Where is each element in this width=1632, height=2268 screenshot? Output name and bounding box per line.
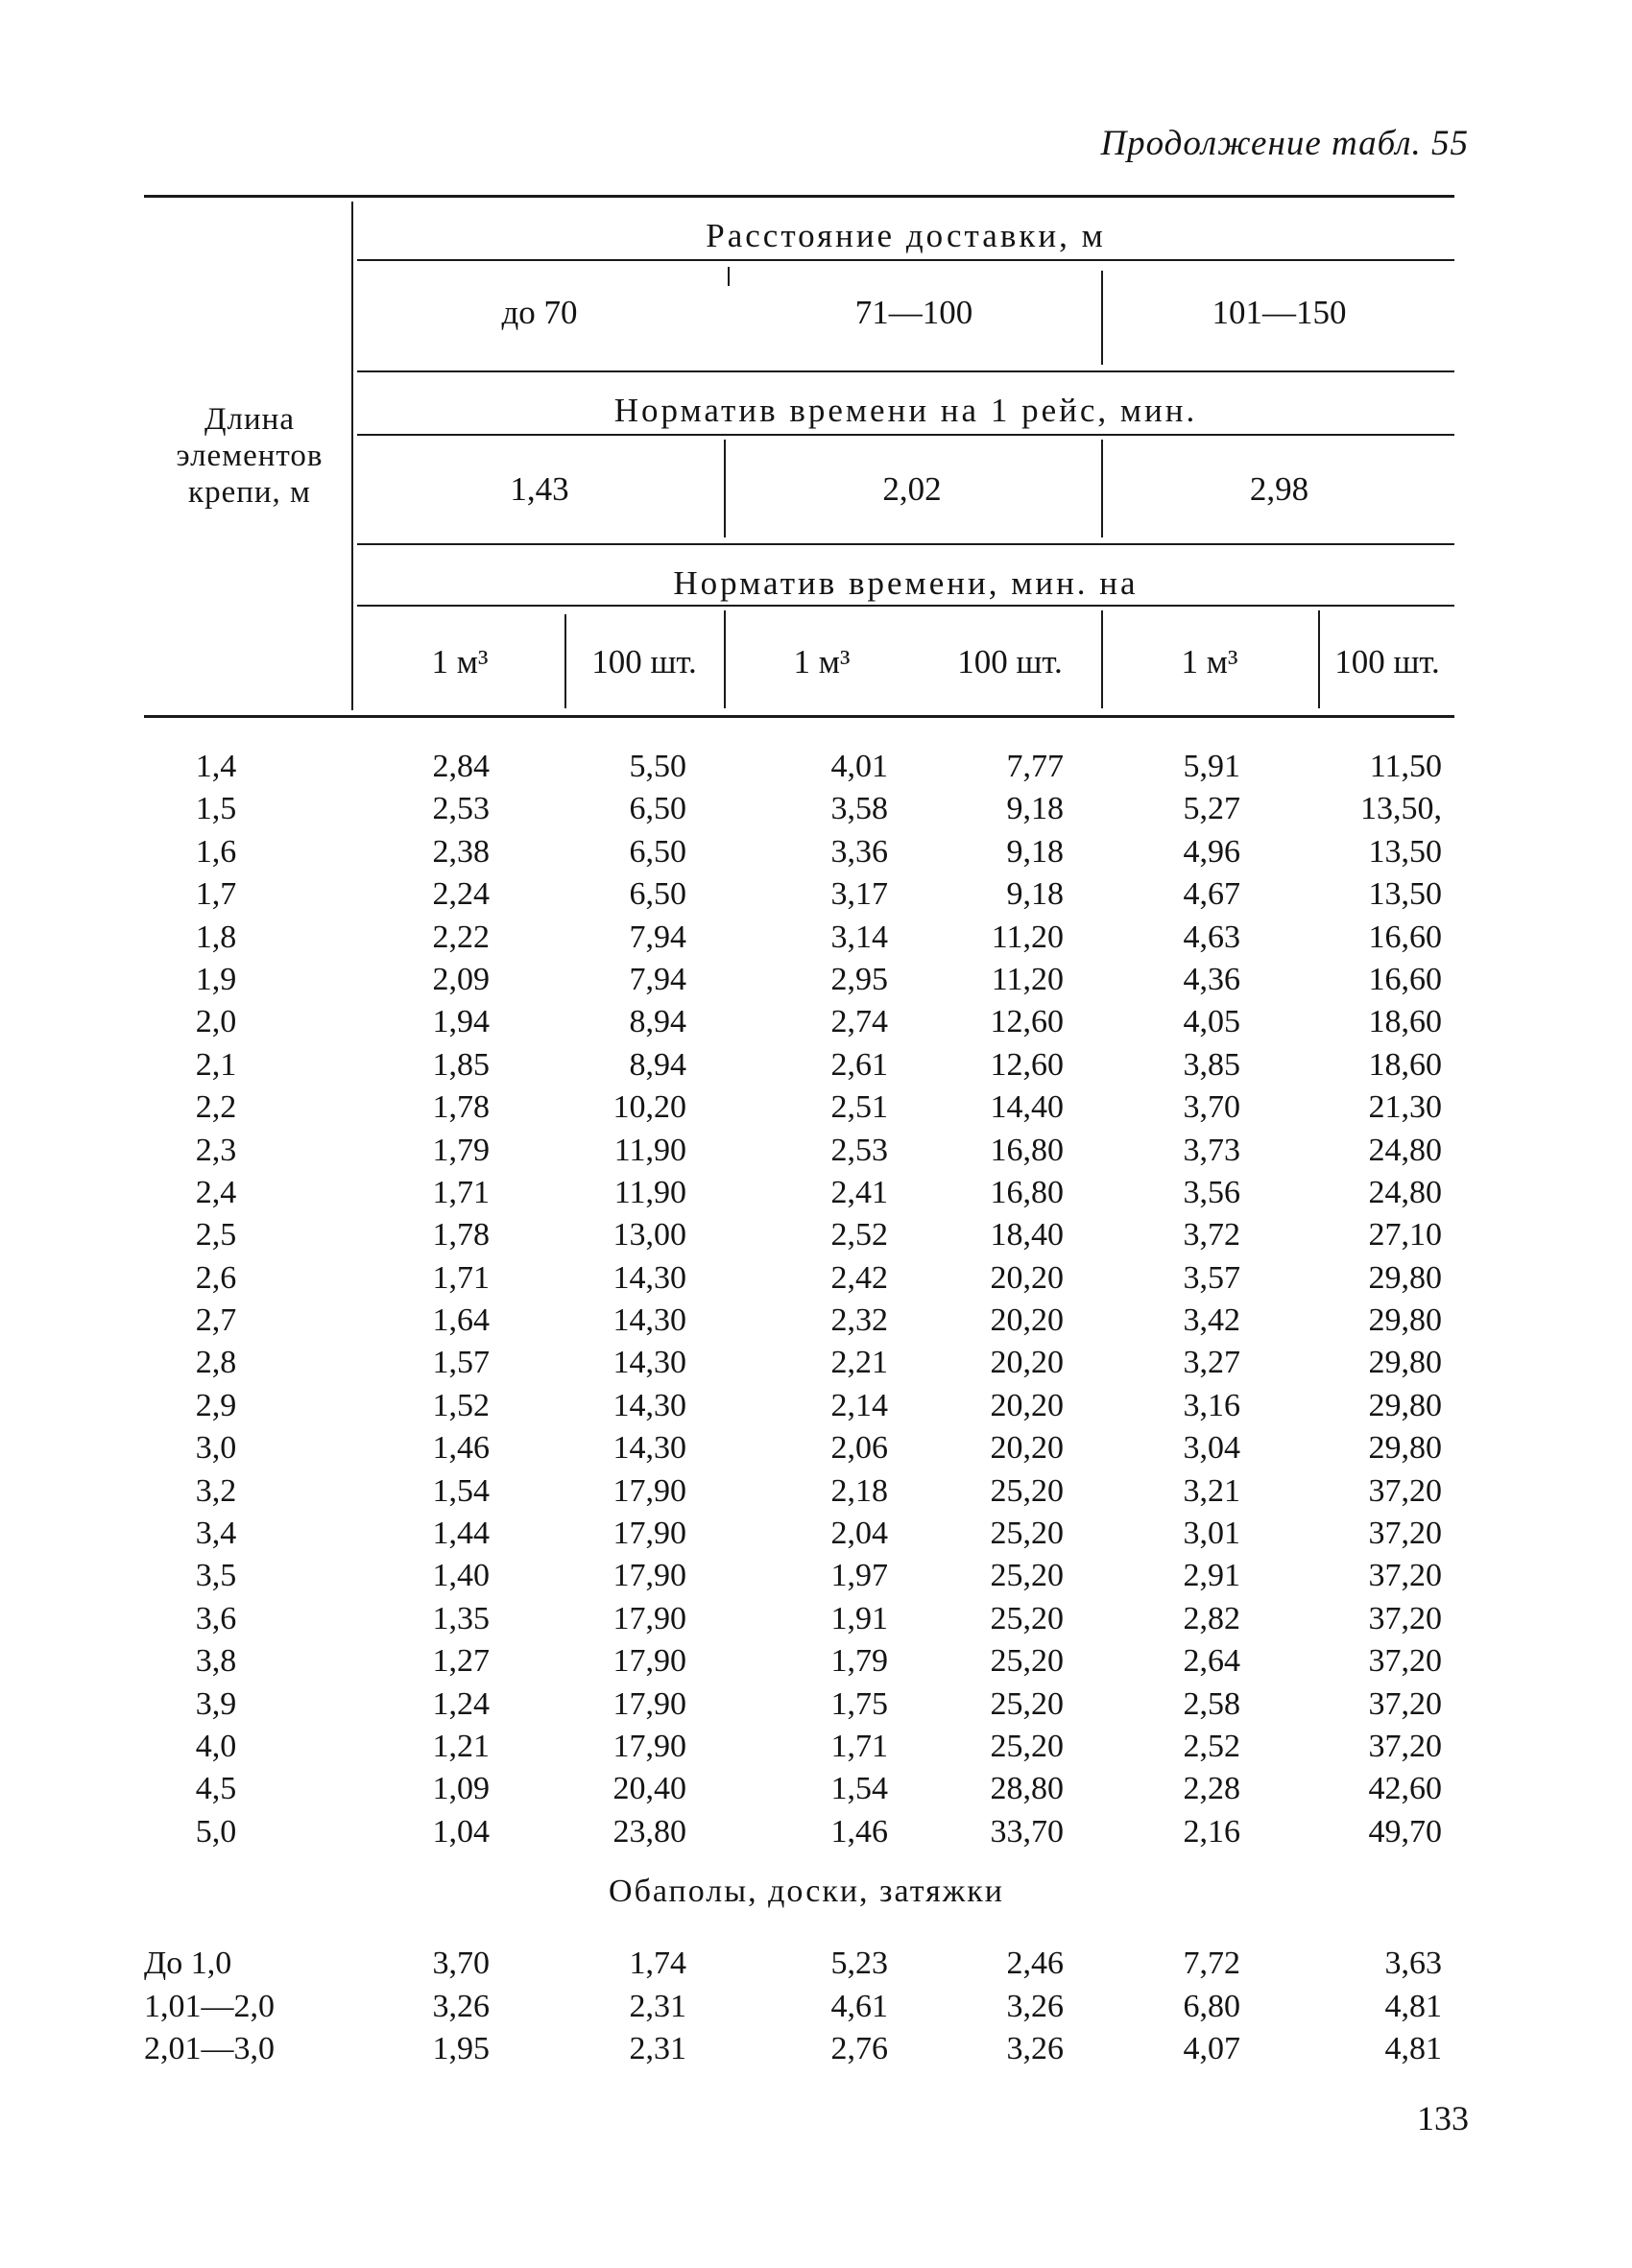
row-value-cell: 17,90 <box>612 1728 686 1764</box>
table-row <box>144 1175 1488 1217</box>
row-value-cell: 29,80 <box>1368 1345 1442 1381</box>
row-value-cell: 4,07 <box>1183 2031 1240 2066</box>
row-length-cell: 2,01—3,0 <box>144 2031 275 2066</box>
row-value-cell: 1,78 <box>432 1217 490 1253</box>
distance-range-2: 71—100 <box>854 294 973 331</box>
row-value-cell: 9,18 <box>1006 791 1064 827</box>
row-value-cell: 9,18 <box>1006 876 1064 913</box>
row-value-cell: 3,17 <box>830 876 888 913</box>
row-value-cell: 2,21 <box>830 1345 888 1381</box>
distance-divider-1 <box>728 267 730 286</box>
row-value-cell: 3,01 <box>1183 1516 1240 1552</box>
table-row <box>144 1217 1488 1259</box>
row-value-cell: 3,85 <box>1183 1046 1240 1083</box>
page-number: 133 <box>1417 2099 1469 2137</box>
row-value-cell: 1,54 <box>432 1472 490 1509</box>
row-value-cell: 1,74 <box>629 1946 686 1981</box>
row-value-cell: 6,50 <box>629 791 686 827</box>
table-row <box>144 1643 1488 1685</box>
row-value-cell: 25,20 <box>990 1643 1064 1680</box>
row-value-cell: 4,63 <box>1183 919 1240 955</box>
row-value-cell: 2,31 <box>629 2031 686 2066</box>
row-value-cell: 1,52 <box>432 1387 490 1423</box>
row-value-cell: 2,16 <box>1183 1813 1240 1850</box>
row-value-cell: 37,20 <box>1368 1516 1442 1552</box>
row-value-cell: 17,90 <box>612 1516 686 1552</box>
row-length-cell: 3,6 <box>195 1600 237 1636</box>
row-value-cell: 2,28 <box>1183 1771 1240 1807</box>
row-value-cell: 3,73 <box>1183 1132 1240 1168</box>
row-value-cell: 2,06 <box>830 1430 888 1467</box>
row-value-cell: 17,90 <box>612 1643 686 1680</box>
unit-100-2: 100 шт. <box>957 643 1063 680</box>
row-value-cell: 1,46 <box>830 1813 888 1850</box>
row-value-cell: 3,63 <box>1384 1946 1442 1981</box>
row-value-cell: 3,21 <box>1183 1472 1240 1509</box>
row-value-cell: 14,30 <box>612 1302 686 1339</box>
row-value-cell: 20,20 <box>990 1259 1064 1296</box>
row-length-cell: 1,8 <box>195 919 237 955</box>
row-value-cell: 3,58 <box>830 791 888 827</box>
row-value-cell: 1,21 <box>432 1728 490 1764</box>
row-length-cell: 3,8 <box>195 1643 237 1680</box>
row-value-cell: 3,36 <box>830 833 888 870</box>
row-value-cell: 1,09 <box>432 1771 490 1807</box>
table-row <box>144 1771 1488 1813</box>
row-value-cell: 5,27 <box>1183 791 1240 827</box>
row-value-cell: 2,38 <box>432 833 490 870</box>
row-value-cell: 2,52 <box>830 1217 888 1253</box>
row-value-cell: 8,94 <box>629 1046 686 1083</box>
distance-range-3: 101—150 <box>1212 294 1347 331</box>
row-value-cell: 6,80 <box>1183 1988 1240 2024</box>
row-value-cell: 4,81 <box>1384 2031 1442 2066</box>
table-row <box>144 1089 1488 1132</box>
row-value-cell: 16,80 <box>990 1174 1064 1210</box>
row-value-cell: 18,60 <box>1368 1046 1442 1083</box>
row-value-cell: 2,42 <box>830 1259 888 1296</box>
table-row <box>144 1516 1488 1558</box>
table-row <box>144 1302 1488 1345</box>
row-value-cell: 2,51 <box>830 1089 888 1126</box>
stub-line-2: элементов <box>176 439 324 473</box>
row-value-cell: 17,90 <box>612 1472 686 1509</box>
row-value-cell: 2,32 <box>830 1302 888 1339</box>
table-row <box>144 1814 1488 1856</box>
header-bottom-rule <box>144 715 1454 718</box>
row-value-cell: 29,80 <box>1368 1302 1442 1339</box>
row-value-cell: 1,04 <box>432 1813 490 1850</box>
row-value-cell: 4,05 <box>1183 1004 1240 1040</box>
row-value-cell: 7,94 <box>629 961 686 997</box>
row-value-cell: 4,67 <box>1183 876 1240 913</box>
row-value-cell: 7,77 <box>1006 749 1064 784</box>
row-value-cell: 49,70 <box>1368 1813 1442 1850</box>
table-row <box>144 1558 1488 1600</box>
row-length-cell: 1,6 <box>195 833 237 870</box>
row-value-cell: 25,20 <box>990 1728 1064 1764</box>
row-value-cell: 2,53 <box>830 1132 888 1168</box>
row-length-cell: 2,4 <box>195 1174 237 1210</box>
stub-header <box>144 401 355 511</box>
row-value-cell: 2,04 <box>830 1516 888 1552</box>
row-value-cell: 12,60 <box>990 1046 1064 1083</box>
row-value-cell: 37,20 <box>1368 1685 1442 1722</box>
row-value-cell: 37,20 <box>1368 1558 1442 1594</box>
row-length-cell: 2,5 <box>195 1217 237 1253</box>
row-length-cell: 1,4 <box>195 749 237 784</box>
row-value-cell: 2,22 <box>432 919 490 955</box>
row-value-cell: 20,20 <box>990 1430 1064 1467</box>
row-length-cell: 4,5 <box>195 1771 237 1807</box>
row-value-cell: 1,79 <box>432 1132 490 1168</box>
row-length-cell: 1,7 <box>195 876 237 913</box>
row-value-cell: 13,50 <box>1368 876 1442 913</box>
row-length-cell: 4,0 <box>195 1728 237 1764</box>
row-value-cell: 20,20 <box>990 1387 1064 1423</box>
table-row <box>144 2031 1488 2074</box>
row-value-cell: 9,18 <box>1006 833 1064 870</box>
row-value-cell: 13,00 <box>612 1217 686 1253</box>
row-value-cell: 1,91 <box>830 1600 888 1636</box>
row-value-cell: 2,46 <box>1006 1946 1064 1981</box>
row-value-cell: 1,71 <box>432 1259 490 1296</box>
distance-divider-2 <box>1101 271 1103 365</box>
row-value-cell: 1,44 <box>432 1516 490 1552</box>
row-value-cell: 1,71 <box>432 1174 490 1210</box>
row-value-cell: 11,90 <box>613 1132 686 1168</box>
row-value-cell: 3,04 <box>1183 1430 1240 1467</box>
row-value-cell: 12,60 <box>990 1004 1064 1040</box>
row-length-cell: 1,9 <box>195 961 237 997</box>
row-value-cell: 28,80 <box>990 1771 1064 1807</box>
row-value-cell: 2,82 <box>1183 1600 1240 1636</box>
row-value-cell: 3,26 <box>432 1988 490 2024</box>
table-row <box>144 1260 1488 1302</box>
row-length-cell: 1,01—2,0 <box>144 1988 275 2024</box>
row-value-cell: 10,20 <box>612 1089 686 1126</box>
row-value-cell: 24,80 <box>1368 1174 1442 1210</box>
row-value-cell: 16,60 <box>1368 919 1442 955</box>
row-value-cell: 1,35 <box>432 1600 490 1636</box>
table-row <box>144 1047 1488 1089</box>
row-value-cell: 7,72 <box>1183 1946 1240 1981</box>
row-value-cell: 2,53 <box>432 791 490 827</box>
trip-value-3: 2,98 <box>1249 470 1309 508</box>
norm-title-rule <box>357 605 1454 607</box>
row-value-cell: 1,95 <box>432 2031 490 2066</box>
row-value-cell: 1,75 <box>830 1685 888 1722</box>
row-value-cell: 2,41 <box>830 1174 888 1210</box>
row-value-cell: 7,94 <box>629 919 686 955</box>
row-value-cell: 14,40 <box>990 1089 1064 1126</box>
row-value-cell: 2,31 <box>629 1988 686 2024</box>
row-value-cell: 42,60 <box>1368 1771 1442 1807</box>
table-row <box>144 791 1488 833</box>
row-value-cell: 2,52 <box>1183 1728 1240 1764</box>
row-value-cell: 3,26 <box>1006 1988 1064 2024</box>
row-value-cell: 1,24 <box>432 1685 490 1722</box>
row-value-cell: 5,91 <box>1183 749 1240 784</box>
unit-divider-3 <box>1101 610 1103 708</box>
table-row <box>144 1729 1488 1771</box>
trip-title: Норматив времени на 1 рейс, мин. <box>613 392 1198 429</box>
row-value-cell: 2,18 <box>830 1472 888 1509</box>
row-value-cell: 5,50 <box>629 749 686 784</box>
row-length-cell: 3,5 <box>195 1558 237 1594</box>
distance-ranges-rule <box>357 370 1454 372</box>
distance-range-1: до 70 <box>501 294 578 331</box>
row-value-cell: 1,57 <box>432 1345 490 1381</box>
row-value-cell: 2,84 <box>432 749 490 784</box>
trip-values-rule <box>357 543 1454 545</box>
row-length-cell: 2,3 <box>195 1132 237 1168</box>
table-row <box>144 962 1488 1004</box>
row-value-cell: 25,20 <box>990 1685 1064 1722</box>
row-value-cell: 6,50 <box>629 876 686 913</box>
row-value-cell: 4,81 <box>1384 1988 1442 2024</box>
row-value-cell: 37,20 <box>1368 1600 1442 1636</box>
header-top-rule <box>144 195 1454 198</box>
row-length-cell: 3,2 <box>195 1472 237 1509</box>
table-row <box>144 1133 1488 1175</box>
unit-100-3: 100 шт. <box>1334 643 1440 680</box>
table-row <box>144 1004 1488 1046</box>
row-length-cell: 1,5 <box>195 791 237 827</box>
row-value-cell: 1,78 <box>432 1089 490 1126</box>
row-value-cell: 27,10 <box>1368 1217 1442 1253</box>
row-value-cell: 1,64 <box>432 1302 490 1339</box>
row-length-cell: 3,4 <box>195 1516 237 1552</box>
row-value-cell: 11,90 <box>613 1174 686 1210</box>
row-value-cell: 1,46 <box>432 1430 490 1467</box>
row-length-cell: 2,2 <box>195 1089 237 1126</box>
row-value-cell: 18,40 <box>990 1217 1064 1253</box>
distance-title: Расстояние доставки, м <box>706 217 1106 254</box>
row-value-cell: 3,42 <box>1183 1302 1240 1339</box>
row-value-cell: 13,50, <box>1360 791 1442 827</box>
table-row <box>144 1473 1488 1516</box>
table-row <box>144 749 1488 791</box>
row-value-cell: 3,70 <box>1183 1089 1240 1126</box>
row-value-cell: 2,58 <box>1183 1685 1240 1722</box>
row-value-cell: 3,70 <box>432 1946 490 1981</box>
row-length-cell: 2,1 <box>195 1046 237 1083</box>
table-continuation-caption: Продолжение табл. 55 <box>1100 124 1469 163</box>
unit-m3-3: 1 м³ <box>1181 643 1238 680</box>
row-value-cell: 11,50 <box>1369 749 1442 784</box>
row-length-cell: 5,0 <box>195 1813 237 1850</box>
row-value-cell: 25,20 <box>990 1472 1064 1509</box>
row-value-cell: 1,71 <box>830 1728 888 1764</box>
row-value-cell: 1,54 <box>830 1771 888 1807</box>
section2-rows <box>144 1946 1488 2074</box>
row-length-cell: 3,9 <box>195 1685 237 1722</box>
unit-m3-2: 1 м³ <box>793 643 851 680</box>
row-value-cell: 11,20 <box>991 961 1064 997</box>
row-value-cell: 37,20 <box>1368 1728 1442 1764</box>
row-value-cell: 8,94 <box>629 1004 686 1040</box>
row-value-cell: 3,72 <box>1183 1217 1240 1253</box>
row-value-cell: 2,61 <box>830 1046 888 1083</box>
section-title: Обаполы, доски, затяжки <box>609 1874 1004 1909</box>
row-value-cell: 18,60 <box>1368 1004 1442 1040</box>
row-value-cell: 5,23 <box>830 1946 888 1981</box>
row-value-cell: 1,85 <box>432 1046 490 1083</box>
row-value-cell: 4,36 <box>1183 961 1240 997</box>
table-row <box>144 1989 1488 2032</box>
row-value-cell: 3,27 <box>1183 1345 1240 1381</box>
table-row <box>144 1345 1488 1387</box>
row-value-cell: 2,74 <box>830 1004 888 1040</box>
norm-title: Норматив времени, мин. на <box>673 564 1139 602</box>
row-value-cell: 1,97 <box>830 1558 888 1594</box>
row-value-cell: 3,26 <box>1006 2031 1064 2066</box>
trip-value-1: 1,43 <box>510 470 569 508</box>
row-value-cell: 2,64 <box>1183 1643 1240 1680</box>
row-value-cell: 16,60 <box>1368 961 1442 997</box>
stub-line-1: Длина <box>204 402 295 437</box>
table-row <box>144 1601 1488 1643</box>
row-value-cell: 25,20 <box>990 1558 1064 1594</box>
row-value-cell: 23,80 <box>612 1813 686 1850</box>
table-row <box>144 834 1488 876</box>
row-value-cell: 25,20 <box>990 1516 1064 1552</box>
row-length-cell: 2,9 <box>195 1387 237 1423</box>
row-value-cell: 6,50 <box>629 833 686 870</box>
row-value-cell: 1,27 <box>432 1643 490 1680</box>
row-value-cell: 17,90 <box>612 1558 686 1594</box>
row-value-cell: 2,09 <box>432 961 490 997</box>
row-value-cell: 14,30 <box>612 1387 686 1423</box>
row-value-cell: 2,91 <box>1183 1558 1240 1594</box>
row-value-cell: 17,90 <box>612 1600 686 1636</box>
table-row <box>144 919 1488 962</box>
row-value-cell: 29,80 <box>1368 1259 1442 1296</box>
row-value-cell: 17,90 <box>612 1685 686 1722</box>
row-value-cell: 1,40 <box>432 1558 490 1594</box>
trip-value-2: 2,02 <box>882 470 942 508</box>
row-value-cell: 11,20 <box>991 919 1064 955</box>
table-row <box>144 1946 1488 1989</box>
stub-line-3: крепи, м <box>188 475 311 510</box>
table-row <box>144 1388 1488 1430</box>
unit-m3-1: 1 м³ <box>431 643 489 680</box>
data-rows <box>144 749 1488 1856</box>
row-value-cell: 2,14 <box>830 1387 888 1423</box>
row-value-cell: 20,20 <box>990 1345 1064 1381</box>
row-length-cell: 2,8 <box>195 1345 237 1381</box>
row-value-cell: 20,20 <box>990 1302 1064 1339</box>
row-value-cell: 14,30 <box>612 1345 686 1381</box>
row-value-cell: 37,20 <box>1368 1472 1442 1509</box>
row-value-cell: 33,70 <box>990 1813 1064 1850</box>
row-value-cell: 3,14 <box>830 919 888 955</box>
row-value-cell: 13,50 <box>1368 833 1442 870</box>
row-value-cell: 29,80 <box>1368 1430 1442 1467</box>
row-value-cell: 2,76 <box>830 2031 888 2066</box>
row-value-cell: 29,80 <box>1368 1387 1442 1423</box>
distance-title-rule <box>357 259 1454 261</box>
table-row <box>144 1686 1488 1729</box>
row-value-cell: 1,79 <box>830 1643 888 1680</box>
row-value-cell: 1,94 <box>432 1004 490 1040</box>
row-value-cell: 3,16 <box>1183 1387 1240 1423</box>
row-value-cell: 3,56 <box>1183 1174 1240 1210</box>
row-length-cell: 3,0 <box>195 1430 237 1467</box>
row-value-cell: 3,57 <box>1183 1259 1240 1296</box>
table-row <box>144 1430 1488 1472</box>
row-value-cell: 37,20 <box>1368 1643 1442 1680</box>
row-value-cell: 2,95 <box>830 961 888 997</box>
trip-title-rule <box>357 434 1454 436</box>
unit-100-1: 100 шт. <box>591 643 697 680</box>
table-row <box>144 876 1488 919</box>
row-length-cell: До 1,0 <box>144 1946 232 1981</box>
row-value-cell: 20,40 <box>612 1771 686 1807</box>
row-value-cell: 14,30 <box>612 1259 686 1296</box>
row-value-cell: 24,80 <box>1368 1132 1442 1168</box>
row-value-cell: 25,20 <box>990 1600 1064 1636</box>
row-value-cell: 4,61 <box>830 1988 888 2024</box>
row-length-cell: 2,6 <box>195 1259 237 1296</box>
row-value-cell: 4,96 <box>1183 833 1240 870</box>
row-length-cell: 2,7 <box>195 1302 237 1339</box>
row-length-cell: 2,0 <box>195 1004 237 1040</box>
row-value-cell: 21,30 <box>1368 1089 1442 1126</box>
row-value-cell: 2,24 <box>432 876 490 913</box>
row-value-cell: 14,30 <box>612 1430 686 1467</box>
row-value-cell: 4,01 <box>830 749 888 784</box>
row-value-cell: 16,80 <box>990 1132 1064 1168</box>
trip-divider-2 <box>1101 440 1103 537</box>
